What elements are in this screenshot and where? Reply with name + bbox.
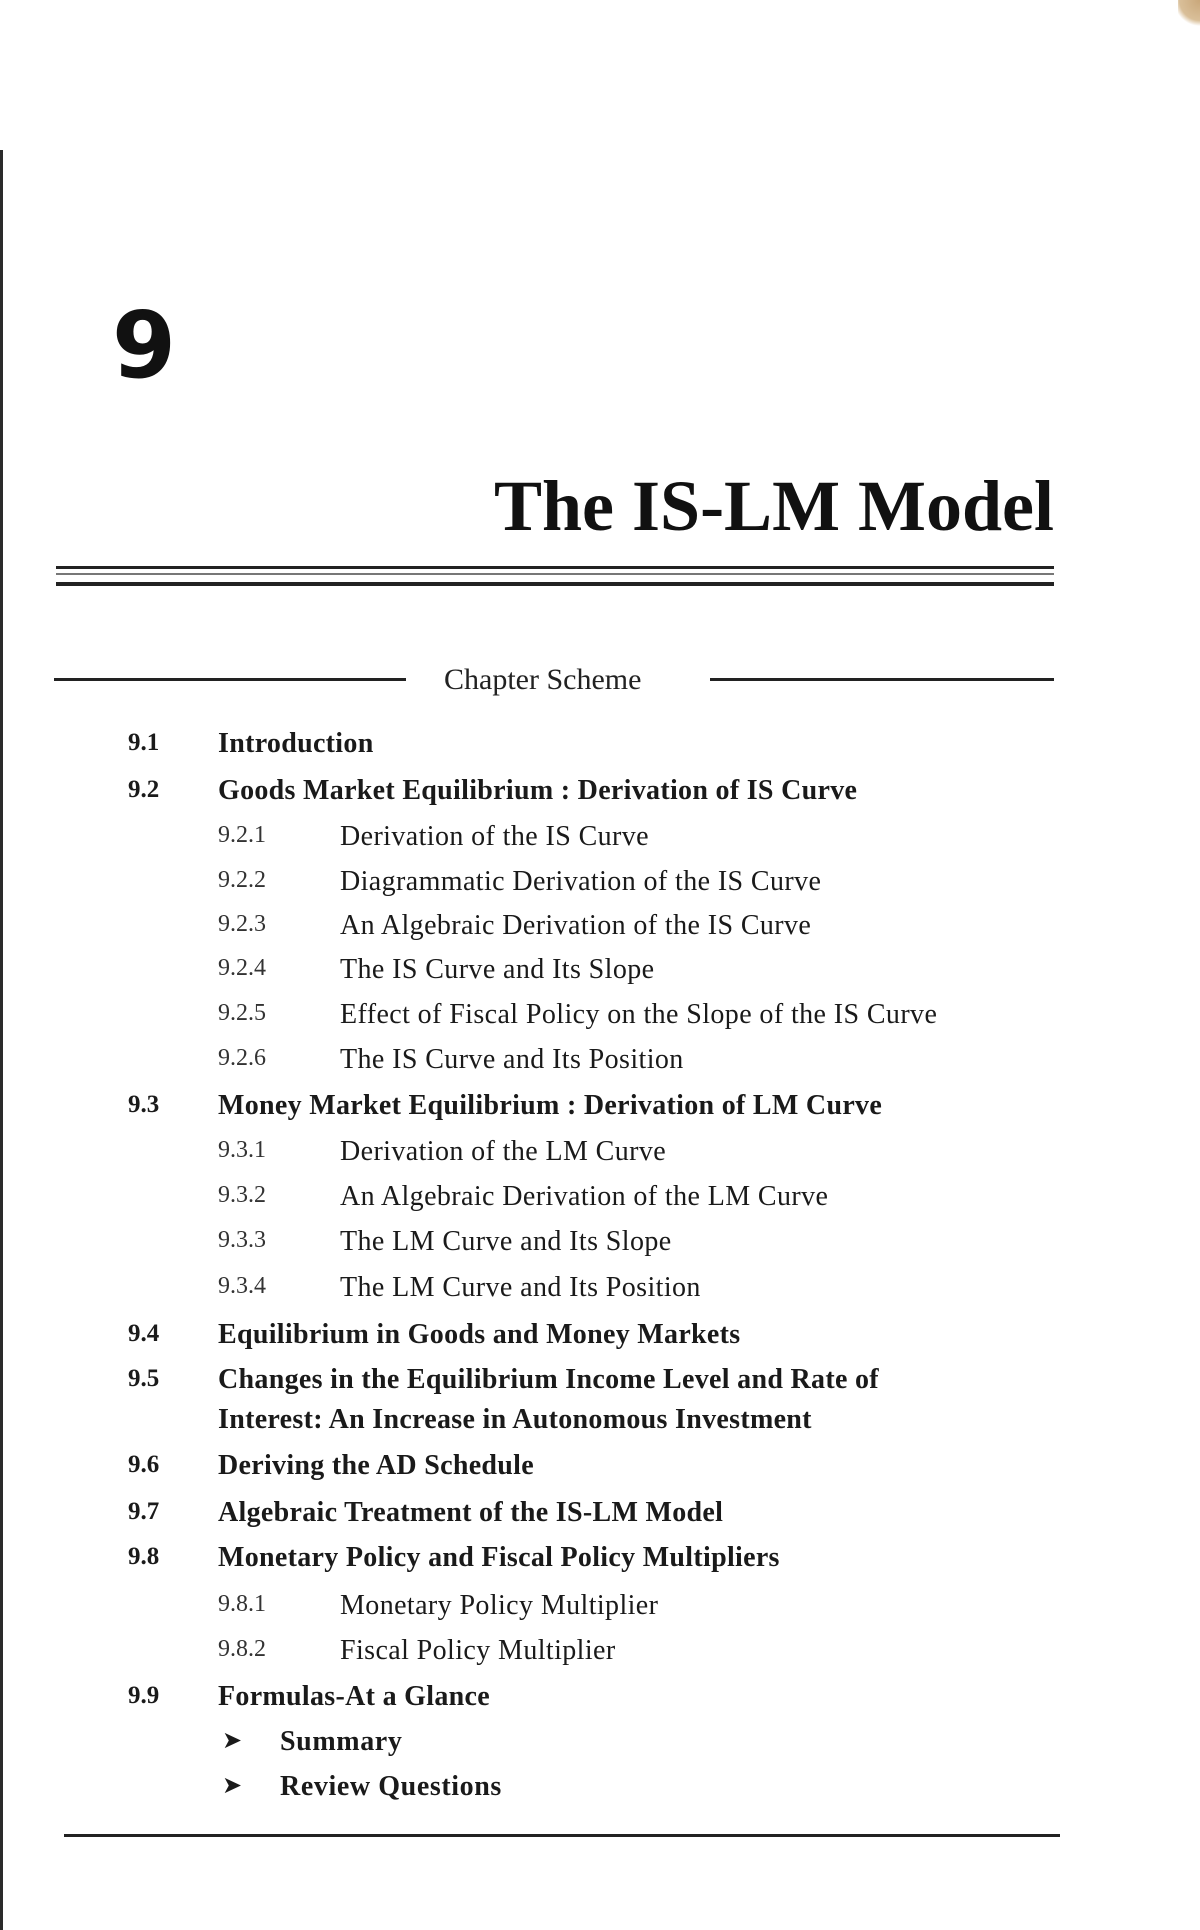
chapter-scheme-header xyxy=(54,662,1054,698)
title-rule xyxy=(56,566,1054,569)
toc-text: The LM Curve and Its Position xyxy=(340,1272,701,1303)
toc-text: Effect of Fiscal Policy on the Slope of the IS Curve xyxy=(340,999,938,1030)
toc-text: An Algebraic Derivation of the LM Curve xyxy=(340,1181,829,1212)
toc-number: 9.3 xyxy=(128,1091,160,1118)
toc-number: 9.8 xyxy=(128,1543,160,1570)
toc-number: 9.9 xyxy=(128,1682,160,1709)
page-corner-stain xyxy=(1178,0,1200,30)
toc-text: Derivation of the LM Curve xyxy=(340,1136,667,1167)
toc-number: 9.2.3 xyxy=(218,911,266,937)
toc-number: 9.8.2 xyxy=(218,1636,266,1662)
toc-text: Deriving the AD Schedule xyxy=(218,1450,534,1481)
toc-number: 9.3.1 xyxy=(218,1137,266,1163)
arrow-bullet-icon: ➤ xyxy=(222,1771,243,1799)
toc-number: 9.2.1 xyxy=(218,822,266,848)
toc-text: Money Market Equilibrium : Derivation of LM Curve xyxy=(218,1090,883,1121)
toc-text: Summary xyxy=(280,1726,403,1757)
toc-number: 9.2.6 xyxy=(218,1045,266,1071)
toc-number: 9.5 xyxy=(128,1365,160,1392)
toc-text: Goods Market Equilibrium : Derivation of IS Curve xyxy=(218,775,858,806)
scheme-rule-left xyxy=(54,678,406,681)
scheme-rule-right xyxy=(710,678,1054,681)
toc-number: 9.8.1 xyxy=(218,1591,266,1617)
toc-number: 9.3.4 xyxy=(218,1273,266,1299)
toc-number: 9.2.4 xyxy=(218,955,266,981)
chapter-scheme-label: Chapter Scheme xyxy=(444,663,642,696)
toc-number: 9.4 xyxy=(128,1320,160,1347)
toc-text: Monetary Policy Multiplier xyxy=(340,1590,659,1621)
toc-number: 9.2 xyxy=(128,776,160,803)
toc-text: Formulas-At a Glance xyxy=(218,1681,490,1712)
toc-number: 9.2.2 xyxy=(218,867,266,893)
toc-text: The IS Curve and Its Slope xyxy=(340,954,655,985)
toc-text: The LM Curve and Its Slope xyxy=(340,1226,672,1257)
toc-text: Equilibrium in Goods and Money Markets xyxy=(218,1319,741,1350)
chapter-number: 9 xyxy=(112,292,177,399)
arrow-bullet-icon: ➤ xyxy=(222,1726,243,1754)
toc-text: Monetary Policy and Fiscal Policy Multipliers xyxy=(218,1542,780,1573)
toc-number: 9.3.3 xyxy=(218,1227,266,1253)
toc-number: 9.7 xyxy=(128,1498,160,1525)
toc-text: An Algebraic Derivation of the IS Curve xyxy=(340,910,812,941)
toc-text: Diagrammatic Derivation of the IS Curve xyxy=(340,866,822,897)
toc-text: Derivation of the IS Curve xyxy=(340,821,649,852)
title-rule xyxy=(56,582,1054,586)
chapter-title: The IS-LM Model xyxy=(493,466,1054,546)
toc-text-continued: Interest: An Increase in Autonomous Investment xyxy=(218,1404,812,1435)
toc-number: 9.3.2 xyxy=(218,1182,266,1208)
toc-text: Algebraic Treatment of the IS-LM Model xyxy=(218,1497,724,1528)
toc-number: 9.6 xyxy=(128,1451,160,1478)
toc-text: Review Questions xyxy=(280,1771,502,1802)
bottom-rule xyxy=(64,1834,1060,1837)
title-rule xyxy=(56,573,1054,575)
toc-text: Changes in the Equilibrium Income Level and Rate of xyxy=(218,1364,879,1395)
toc-number: 9.2.5 xyxy=(218,1000,266,1026)
toc-text: Introduction xyxy=(218,728,374,759)
page-edge-shadow xyxy=(0,150,3,1930)
toc-text: Fiscal Policy Multiplier xyxy=(340,1635,616,1666)
toc-text: The IS Curve and Its Position xyxy=(340,1044,684,1075)
toc-number: 9.1 xyxy=(128,729,160,756)
